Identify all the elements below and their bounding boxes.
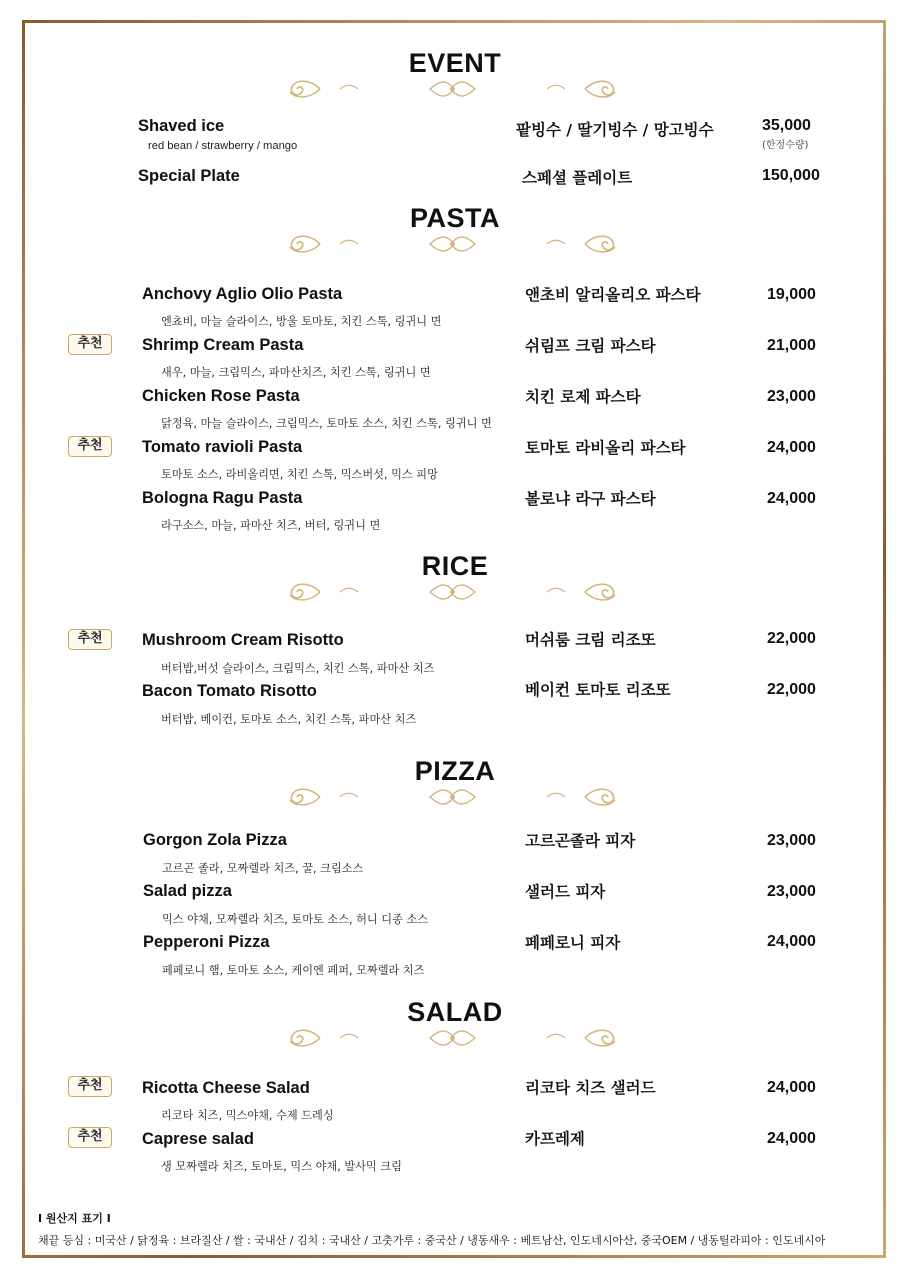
menu-item-korean-name: 페페로니 피자 [525,934,621,952]
origin-label-text: 채끝 등심 : 미국산 / 닭정육 : 브라질산 / 쌀 : 국내산 / 김치 : 국내산 / 고춧가루 : 중국산 / 냉동새우 : 베트남산, 인도네시아산, 중국OEM / 냉동틸라피아 : 인도네시아 [38,1234,826,1247]
menu-item-korean-name: 토마토 라비올리 파스타 [525,439,686,457]
menu-item-name: Bologna Ragu Pasta [142,489,303,507]
menu-item-price: 23,000 [767,832,816,849]
section-title-rice: RICE [421,551,489,581]
menu-item-korean-name: 치킨 로제 파스타 [525,388,641,406]
section-title-salad: SALAD [407,997,503,1027]
menu-item-korean-name: 팥빙수 / 딸기빙수 / 망고빙수 [516,121,714,139]
ornament-divider [280,76,625,102]
menu-item-korean-name: 쉬림프 크림 파스타 [525,337,656,355]
menu-item-price: 24,000 [767,1079,816,1096]
menu-item-description: red bean / strawberry / mango [148,140,298,152]
ornament-divider [280,784,625,810]
menu-item-description: 리코타 치즈, 믹스야채, 수제 드레싱 [161,1109,334,1122]
section-title-pizza: PIZZA [414,756,496,786]
menu-item-korean-name: 카프레제 [525,1130,585,1148]
menu-item-name: Shaved ice [138,117,225,135]
menu-item-name: Salad pizza [143,882,232,900]
menu-item-price: 19,000 [767,286,816,303]
menu-item-name: Pepperoni Pizza [143,933,270,951]
menu-item-description: 엔쵸비, 마늘 슬라이스, 방울 토마토, 치킨 스톡, 링귀니 면 [161,315,442,328]
menu-item-description: 토마토 소스, 라비올리면, 치킨 스톡, 믹스버섯, 믹스 피망 [161,468,438,481]
menu-item-name: Anchovy Aglio Olio Pasta [142,285,343,303]
menu-item-price: 24,000 [767,933,816,950]
menu-item-name: Bacon Tomato Risotto [142,682,317,700]
ornament-divider [280,231,625,257]
menu-item-price: 24,000 [767,439,816,456]
recommended-badge: 추천 [68,436,112,457]
limited-quantity-note: (한정수량) [762,140,809,151]
menu-item-korean-name: 볼로냐 라구 파스타 [525,490,656,508]
menu-item-price: 24,000 [767,490,816,507]
recommended-badge: 추천 [68,1127,112,1148]
menu-item-price: 22,000 [767,630,816,647]
menu-item-korean-name: 스페셜 플레이트 [522,169,633,187]
menu-item-description: 페페로니 햄, 토마토 소스, 케이엔 페퍼, 모짜렐라 치즈 [162,964,425,977]
menu-item-description: 고르곤 졸라, 모짜렐라 치즈, 꿀, 크림소스 [162,862,364,875]
menu-item-description: 라구소스, 마늘, 파마산 치즈, 버터, 링귀니 면 [161,519,381,532]
menu-item-name: Caprese salad [142,1130,254,1148]
recommended-badge: 추천 [68,334,112,355]
menu-item-name: Special Plate [138,167,240,185]
menu-item-name: Shrimp Cream Pasta [142,336,304,354]
origin-label-title: I 원산지 표기 I [38,1212,111,1225]
menu-item-korean-name: 샐러드 피자 [525,883,606,901]
menu-item-korean-name: 앤초비 알리올리오 파스타 [525,286,701,304]
menu-item-price: 35,000 [762,117,811,134]
menu-item-description: 생 모짜렐라 치즈, 토마토, 믹스 야채, 발사믹 크림 [161,1160,402,1173]
menu-item-price: 21,000 [767,337,816,354]
recommended-badge: 추천 [68,629,112,650]
menu-item-description: 버터밥, 베이컨, 토마토 소스, 치킨 스톡, 파마산 치즈 [161,713,417,726]
ornament-divider [280,1025,625,1051]
menu-item-name: Chicken Rose Pasta [142,387,300,405]
menu-item-korean-name: 고르곤졸라 피자 [525,832,636,850]
menu-item-price: 24,000 [767,1130,816,1147]
menu-item-description: 믹스 야채, 모짜렐라 치즈, 토마토 소스, 허니 디종 소스 [162,913,429,926]
ornament-divider [280,579,625,605]
section-title-pasta: PASTA [410,203,500,233]
menu-item-name: Tomato ravioli Pasta [142,438,303,456]
menu-item-korean-name: 리코타 치즈 샐러드 [525,1079,656,1097]
menu-item-name: Mushroom Cream Risotto [142,631,344,649]
menu-item-name: Ricotta Cheese Salad [142,1079,310,1097]
menu-item-price: 150,000 [762,167,820,184]
recommended-badge: 추천 [68,1076,112,1097]
menu-item-price: 23,000 [767,883,816,900]
menu-item-name: Gorgon Zola Pizza [143,831,287,849]
menu-item-description: 새우, 마늘, 크림믹스, 파마산치즈, 치킨 스톡, 링귀니 면 [161,366,431,379]
section-title-event: EVENT [408,48,502,78]
menu-item-price: 22,000 [767,681,816,698]
menu-item-description: 버터밥,버섯 슬라이스, 크림믹스, 치킨 스톡, 파마산 치즈 [161,662,435,675]
menu-item-korean-name: 머쉬룸 크림 리조또 [525,631,656,649]
menu-item-korean-name: 베이컨 토마토 리조또 [525,681,671,699]
menu-item-price: 23,000 [767,388,816,405]
menu-item-description: 닭정육, 마늘 슬라이스, 크림믹스, 토마토 소스, 치킨 스톡, 링귀니 면 [161,417,492,430]
